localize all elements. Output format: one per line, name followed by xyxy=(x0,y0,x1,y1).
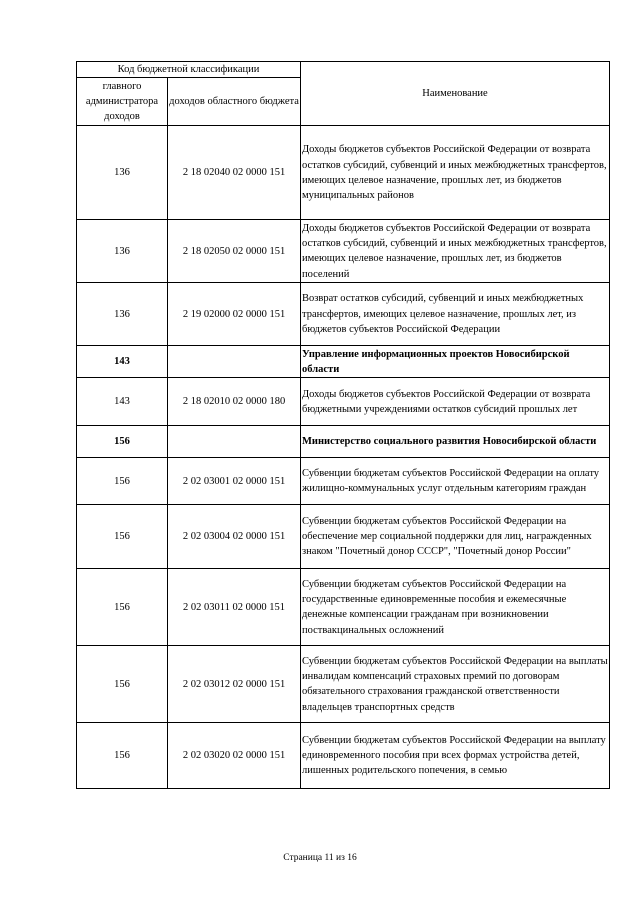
section-name-cell: Министерство социального развития Новосибирской области xyxy=(301,426,610,458)
table-row xyxy=(77,569,610,646)
admin-code-cell: 156 xyxy=(77,646,168,723)
header-row-group xyxy=(77,62,610,78)
header-budget-code-group: Код бюджетной классификации xyxy=(77,62,301,78)
name-cell: Возврат остатков субсидий, субвенций и иных межбюджетных трансфертов, имеющих целевое назначение, прошлых лет, из бюджетов субъектов Российской Федерации xyxy=(301,283,610,346)
table-row xyxy=(77,723,610,789)
budget-classification-table xyxy=(76,61,610,789)
income-code-cell: 2 02 03001 02 0000 151 xyxy=(168,458,301,505)
admin-code-cell: 143 xyxy=(77,378,168,426)
admin-code-cell: 143 xyxy=(77,346,168,378)
income-code-cell: 2 02 03012 02 0000 151 xyxy=(168,646,301,723)
income-code-cell: 2 02 03011 02 0000 151 xyxy=(168,569,301,646)
admin-code-cell: 136 xyxy=(77,220,168,283)
name-cell: Доходы бюджетов субъектов Российской Федерации от возврата остатков субсидий, субвенций и иных межбюджетных трансфертов, имеющих целевое назначение, прошлых лет, из бюджетов поселений xyxy=(301,220,610,283)
section-name-cell: Управление информационных проектов Новосибирской области xyxy=(301,346,610,378)
table-row-section xyxy=(77,426,610,458)
table-row xyxy=(77,378,610,426)
income-code-cell: 2 02 03004 02 0000 151 xyxy=(168,505,301,569)
income-code-cell: 2 18 02040 02 0000 151 xyxy=(168,126,301,220)
income-code-cell xyxy=(168,426,301,458)
admin-code-cell: 156 xyxy=(77,505,168,569)
name-cell: Доходы бюджетов субъектов Российской Федерации от возврата бюджетными учреждениями остатков субсидий прошлых лет xyxy=(301,378,610,426)
table-row xyxy=(77,220,610,283)
header-income-code: доходов областного бюджета xyxy=(168,78,301,126)
name-cell: Доходы бюджетов субъектов Российской Федерации от возврата остатков субсидий, субвенций и иных межбюджетных трансфертов, имеющих целевое назначение, прошлых лет, из бюджетов муниципальных районов xyxy=(301,126,610,220)
table-row-section xyxy=(77,346,610,378)
income-code-cell: 2 02 03020 02 0000 151 xyxy=(168,723,301,789)
name-cell: Субвенции бюджетам субъектов Российской Федерации на оплату жилищно-коммунальных услуг отдельным категориям граждан xyxy=(301,458,610,505)
income-code-cell: 2 19 02000 02 0000 151 xyxy=(168,283,301,346)
admin-code-cell: 136 xyxy=(77,283,168,346)
income-code-cell: 2 18 02050 02 0000 151 xyxy=(168,220,301,283)
name-cell: Субвенции бюджетам субъектов Российской Федерации на выплату единовременного пособия при всех формах устройства детей, лишенных родительского попечения, в семью xyxy=(301,723,610,789)
header-admin-code: главного администратора доходов xyxy=(77,78,168,126)
table-row xyxy=(77,283,610,346)
admin-code-cell: 136 xyxy=(77,126,168,220)
name-cell: Субвенции бюджетам субъектов Российской Федерации на выплаты инвалидам компенсаций страховых премий по договорам обязательного страхования гражданской ответственности владельцев транспортных средств xyxy=(301,646,610,723)
income-code-cell xyxy=(168,346,301,378)
admin-code-cell: 156 xyxy=(77,426,168,458)
name-cell: Субвенции бюджетам субъектов Российской Федерации на обеспечение мер социальной поддержки для лиц, награжденных знаком "Почетный донор СССР", "Почетный донор России" xyxy=(301,505,610,569)
table-row xyxy=(77,646,610,723)
admin-code-cell: 156 xyxy=(77,569,168,646)
header-name: Наименование xyxy=(301,62,610,126)
table-row xyxy=(77,505,610,569)
admin-code-cell: 156 xyxy=(77,723,168,789)
name-cell: Субвенции бюджетам субъектов Российской Федерации на государственные единовременные пособия и ежемесячные денежные компенсации гражданам при возникновении поствакцинальных осложнений xyxy=(301,569,610,646)
admin-code-cell: 156 xyxy=(77,458,168,505)
page-number: Страница 11 из 16 xyxy=(283,853,357,863)
table-row xyxy=(77,126,610,220)
income-code-cell: 2 18 02010 02 0000 180 xyxy=(168,378,301,426)
table-row xyxy=(77,458,610,505)
